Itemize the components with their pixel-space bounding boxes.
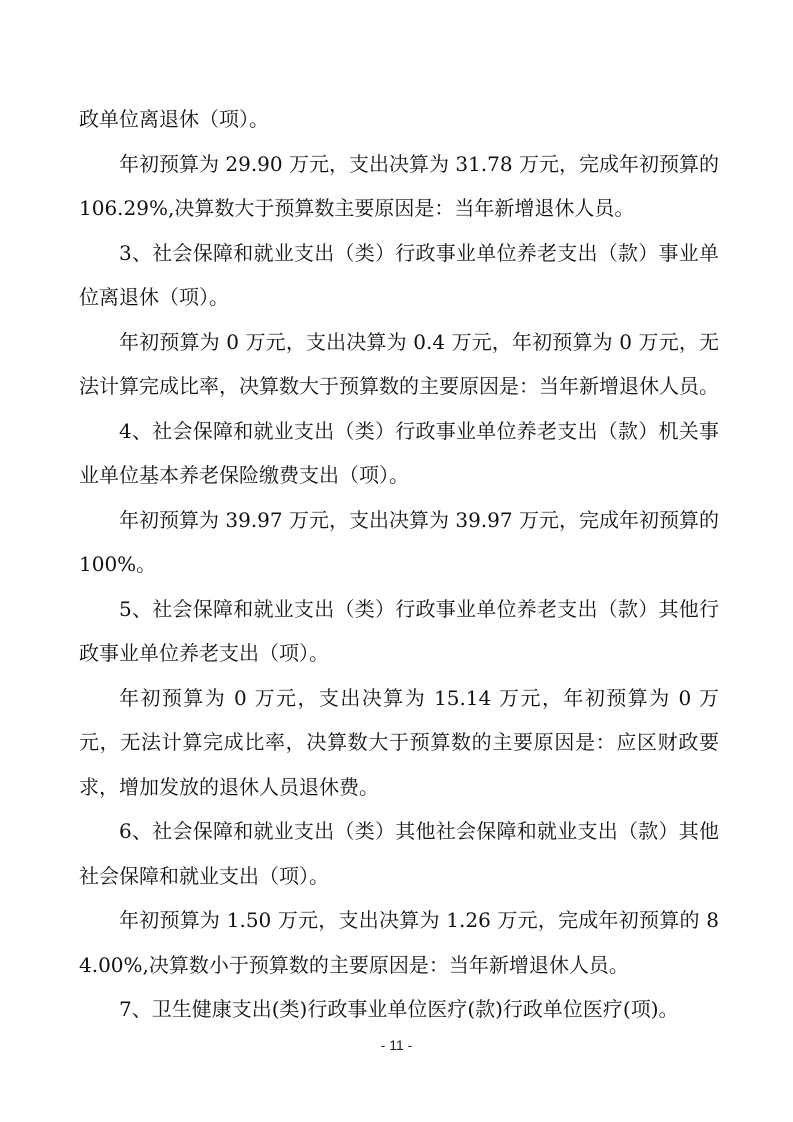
paragraph-item-3-budget: 年初预算为 0 万元，支出决算为 0.4 万元，年初预算为 0 万元，无法计算完成比率，决算数大于预算数的主要原因是：当年新增退休人员。 <box>79 329 719 398</box>
paragraph-item-3-heading: 3、社会保障和就业支出（类）行政事业单位养老支出（款）事业单位离退休（项）。 <box>79 240 719 309</box>
body-text <box>79 97 719 1032</box>
paragraph-item-5-budget: 年初预算为 0 万元，支出决算为 15.14 万元，年初预算为 0 万元，无法计算完成比率，决算数大于预算数的主要原因是：应区财政要求，增加发放的退休人员退休费。 <box>79 685 719 799</box>
paragraph-item-6-heading: 6、社会保障和就业支出（类）其他社会保障和就业支出（款）其他社会保障和就业支出（项）。 <box>79 819 719 888</box>
page-number: - 11 - <box>380 1037 413 1053</box>
paragraph-item-4-heading: 4、社会保障和就业支出（类）行政事业单位养老支出（款）机关事业单位基本养老保险缴费支出（项）。 <box>79 418 719 487</box>
paragraph-item-7-heading: 7、卫生健康支出(类)行政事业单位医疗(款)行政单位医疗(项)。 <box>119 997 679 1021</box>
paragraph-budget-retirement-admin: 年初预算为 29.90 万元，支出决算为 31.78 万元，完成年初预算的 106.29%,决算数大于预算数主要原因是：当年新增退休人员。 <box>79 151 719 220</box>
paragraph-item-5-heading: 5、社会保障和就业支出（类）行政事业单位养老支出（款）其他行政事业单位养老支出（项）。 <box>79 596 719 665</box>
paragraph-item-6-budget: 年初预算为 1.50 万元，支出决算为 1.26 万元，完成年初预算的 84.00%,决算数小于预算数的主要原因是：当年新增退休人员。 <box>79 908 719 977</box>
paragraph-continuation: 政单位离退休（项）。 <box>79 107 269 131</box>
paragraph-item-4-budget: 年初预算为 39.97 万元，支出决算为 39.97 万元，完成年初预算的 100%。 <box>79 507 719 576</box>
